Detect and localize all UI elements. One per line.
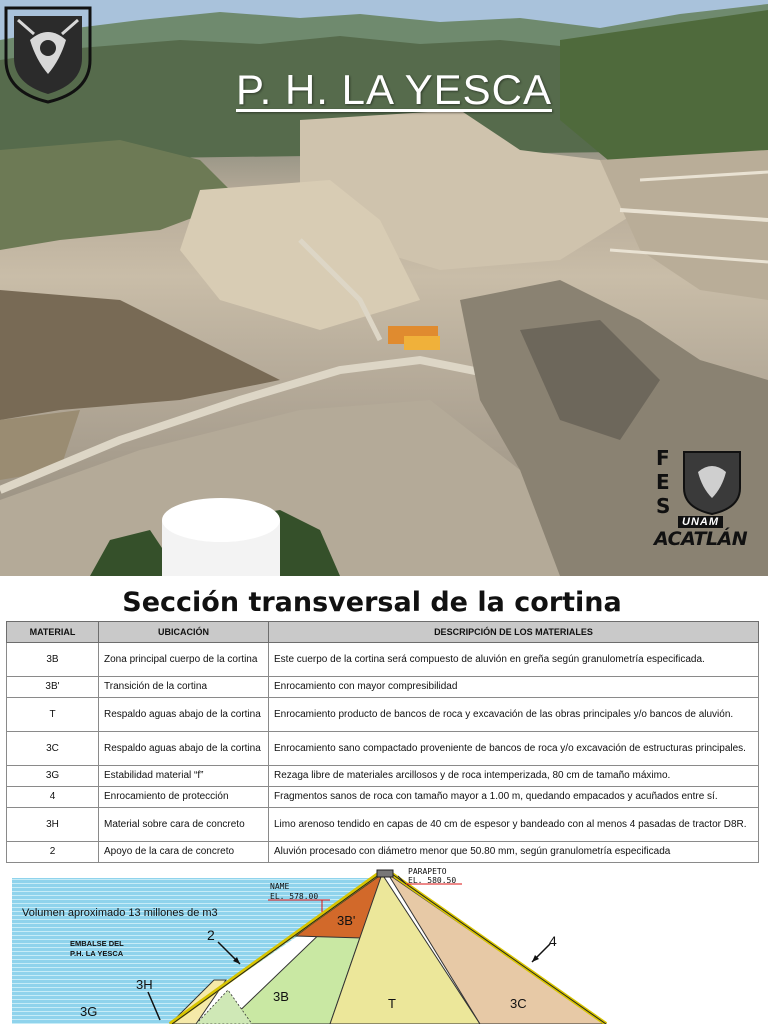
table-row [7, 842, 759, 863]
materials-table [6, 621, 759, 863]
unam-crest-logo [0, 0, 96, 104]
zone-t-label: T [388, 996, 396, 1011]
cell-material: 3H [7, 808, 99, 842]
dam-cross-section-diagram [0, 868, 768, 1024]
table-row [7, 643, 759, 677]
table-row [7, 698, 759, 732]
table-header-row [7, 622, 759, 643]
fes-crest-icon [680, 448, 744, 516]
cell-ubicacion: Respaldo aguas abajo de la cortina [99, 732, 269, 766]
fes-unam-label: UNAM [678, 516, 723, 528]
parapet-shape [377, 870, 393, 877]
cell-descripcion: Enrocamiento producto de bancos de roca y excavación de las obras principales y/o bancos de aluvión. [269, 698, 759, 732]
header-ubicacion: UBICACIÓN [99, 622, 269, 643]
header-descripcion: DESCRIPCIÓN DE LOS MATERIALES [269, 622, 759, 643]
cell-descripcion: Enrocamiento con mayor compresibilidad [269, 677, 759, 698]
fes-letter-e: E [656, 470, 670, 494]
cell-descripcion: Limo arenoso tendido en capas de 40 cm de espesor y bandeado con al menos 4 pasadas de tractor D8R. [269, 808, 759, 842]
cell-ubicacion: Material sobre cara de concreto [99, 808, 269, 842]
cell-ubicacion: Estabilidad material “f” [99, 766, 269, 787]
cell-descripcion: Enrocamiento sano compactado proveniente de bancos de roca y/o excavación de estructuras principales. [269, 732, 759, 766]
cell-material: 3C [7, 732, 99, 766]
zone-4-label: 4 [549, 933, 557, 949]
cell-material: 3G [7, 766, 99, 787]
name-elevation: EL. 578.00 [270, 892, 319, 901]
cell-material: 3B' [7, 677, 99, 698]
cell-material: 2 [7, 842, 99, 863]
section-title: Sección transversal de la cortina [122, 587, 622, 618]
parapet-label: PARAPETO [408, 868, 447, 876]
zone-2-label: 2 [207, 927, 215, 943]
zone-3b-label: 3B [273, 989, 289, 1004]
zone-3g-label: 3G [80, 1004, 98, 1019]
cell-ubicacion: Respaldo aguas abajo de la cortina [99, 698, 269, 732]
cell-ubicacion: Apoyo de la cara de concreto [99, 842, 269, 863]
fes-letter-f: F [656, 446, 670, 470]
cell-descripcion: Rezaga libre de materiales arcillosos y de roca intemperizada, 80 cm de tamaño máximo. [269, 766, 759, 787]
table-row [7, 766, 759, 787]
fes-letter-s: S [656, 494, 671, 518]
cell-material: 4 [7, 787, 99, 808]
cell-descripcion: Este cuerpo de la cortina será compuesto de aluvión en greña según granulometría especificada. [269, 643, 759, 677]
name-label: NAME [270, 882, 290, 891]
cell-material: T [7, 698, 99, 732]
zone-3c-label: 3C [510, 996, 527, 1011]
cell-descripcion: Aluvión procesado con diámetro menor que 50.80 mm, según granulometría especificada [269, 842, 759, 863]
parapet-elevation: EL. 580.50 [408, 876, 457, 885]
table-row [7, 808, 759, 842]
volume-note: Volumen aproximado 13 millones de m3 [22, 907, 218, 919]
table-row [7, 677, 759, 698]
table-row [7, 732, 759, 766]
reservoir-label-line1: EMBALSE DEL [70, 939, 124, 948]
fes-acatlan-label: ACATLÁN [654, 528, 748, 550]
header-material: MATERIAL [7, 622, 99, 643]
zone-3h-label: 3H [136, 977, 153, 992]
cell-material: 3B [7, 643, 99, 677]
reservoir-label-line2: P.H. LA YESCA [70, 949, 124, 958]
cell-ubicacion: Enrocamiento de protección [99, 787, 269, 808]
slide-title: P. H. LA YESCA [236, 66, 552, 113]
cell-ubicacion: Zona principal cuerpo de la cortina [99, 643, 269, 677]
fes-acatlan-logo [654, 446, 750, 554]
zone-3bp-label: 3B' [337, 913, 356, 928]
cell-ubicacion: Transición de la cortina [99, 677, 269, 698]
table-row [7, 787, 759, 808]
cell-descripcion: Fragmentos sanos de roca con tamaño mayor a 1.00 m, quedando empacados y acuñados entre sí. [269, 787, 759, 808]
